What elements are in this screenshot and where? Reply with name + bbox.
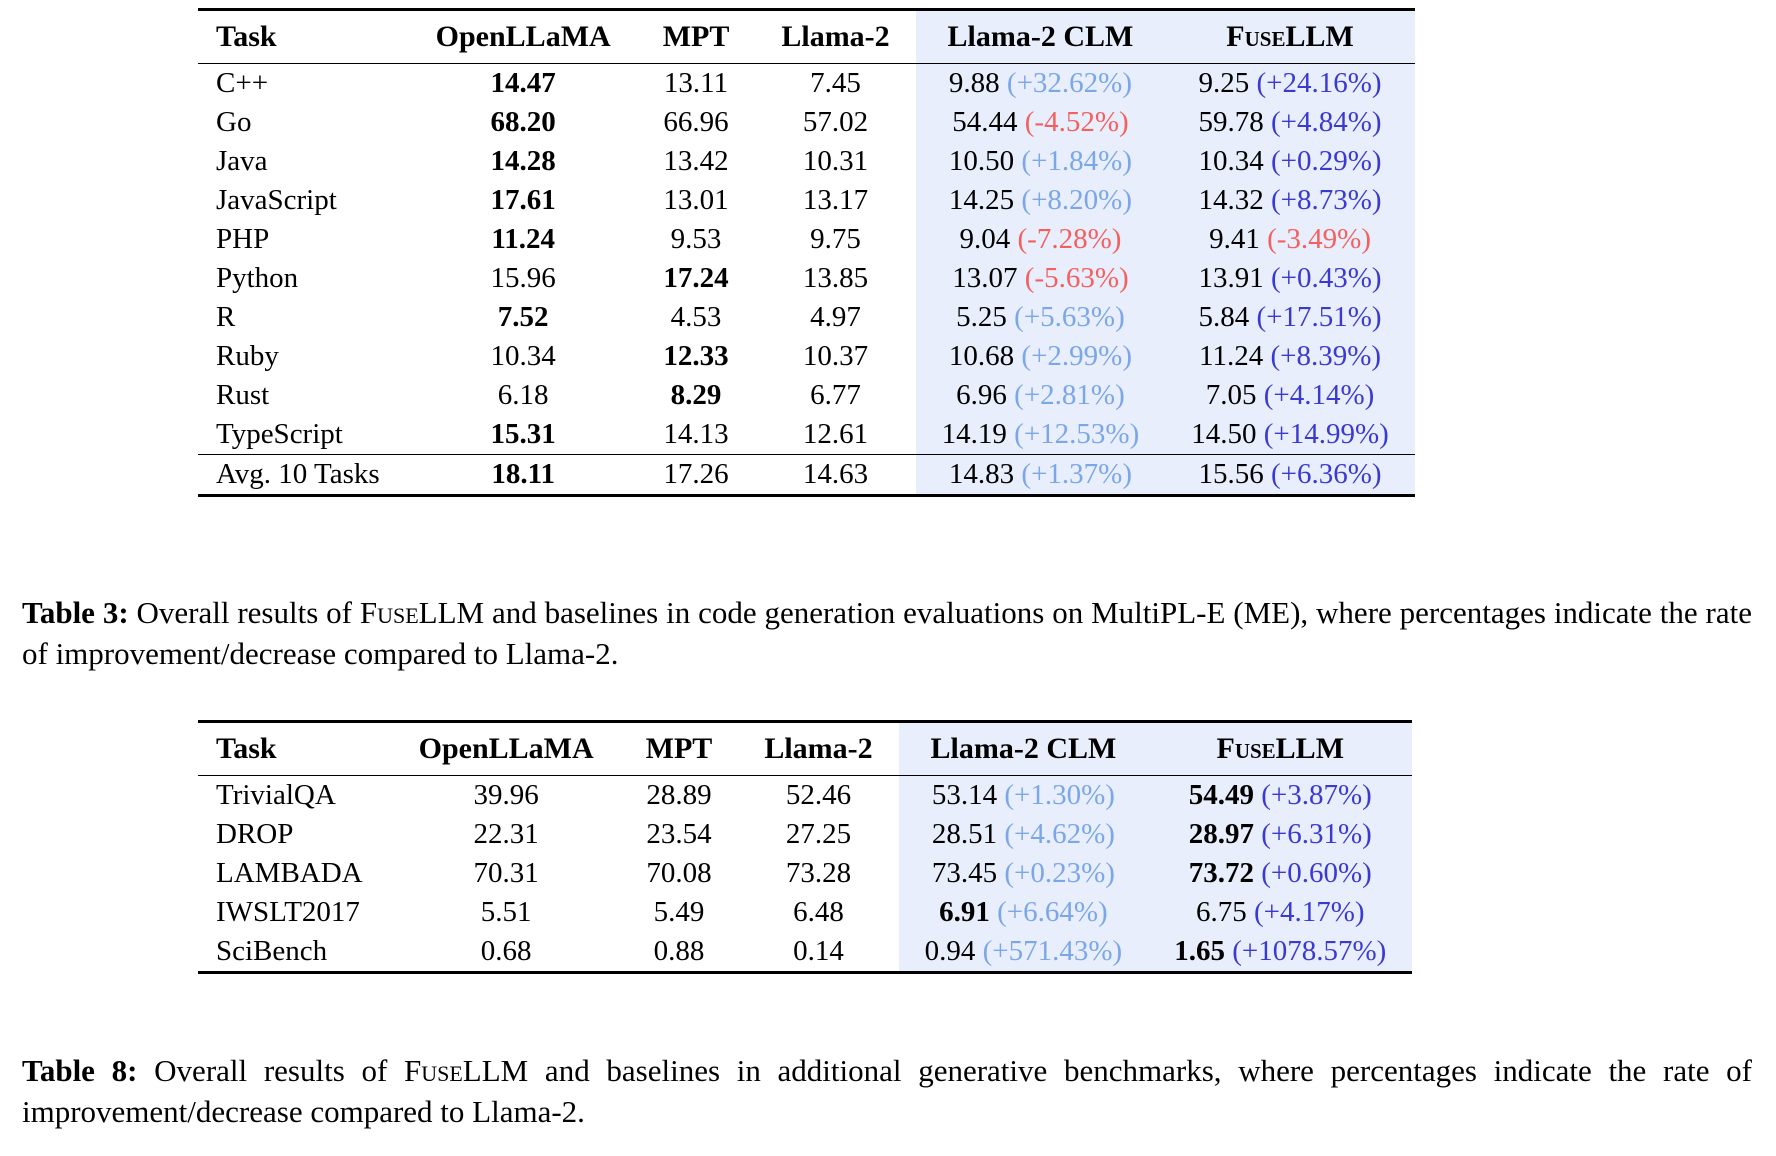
cell-value: 5.84 (1198, 301, 1250, 333)
cell-value: 27.25 (785, 818, 852, 850)
cell-delta: (+14.99%) (1263, 418, 1389, 450)
table-8-block (0, 720, 1776, 974)
cell-value: 15.56 (1198, 458, 1264, 490)
caption-8-smallcaps: FuseLLM (403, 1053, 529, 1088)
table-3-header (198, 10, 1415, 64)
cell-value: 7.52 (497, 301, 549, 333)
cell-value: 7.45 (810, 67, 861, 99)
cell-delta: (+1.37%) (1021, 458, 1132, 490)
cell-value: 13.01 (663, 184, 729, 216)
table-8-body (198, 776, 1412, 973)
cell-delta: (+8.39%) (1270, 340, 1382, 372)
caption-3-number: Table 3: (22, 595, 129, 630)
col-header-llama2-clm: Llama-2 CLM (916, 10, 1166, 64)
cell-value: 15.96 (490, 262, 556, 294)
row-task-label: DROP (216, 818, 294, 850)
cell-value: 13.42 (663, 145, 729, 177)
cell-delta: (+17.51%) (1256, 301, 1382, 333)
cell-value: 28.89 (646, 779, 712, 811)
cell-value: 14.50 (1191, 418, 1257, 450)
cell-value: 9.41 (1209, 223, 1260, 255)
cell-value: 59.78 (1198, 106, 1264, 138)
row-task-label: IWSLT2017 (216, 896, 360, 928)
cell-value: 14.19 (941, 418, 1007, 450)
col-header-llama2: Llama-2 (755, 10, 915, 64)
cell-delta: (+4.17%) (1253, 896, 1365, 928)
cell-value: 28.51 (931, 818, 998, 850)
cell-value: 14.28 (490, 145, 556, 177)
cell-value: 7.05 (1205, 379, 1257, 411)
row-task-label: Rust (216, 379, 270, 411)
cell-value: 10.68 (948, 340, 1015, 372)
table-row (198, 103, 1415, 142)
cell-value: 73.45 (931, 857, 998, 889)
row-task-label: Ruby (216, 340, 279, 372)
table-row (198, 932, 1412, 973)
cell-value: 9.53 (670, 223, 722, 255)
table-row (198, 64, 1415, 104)
cell-value: 13.17 (802, 184, 869, 216)
cell-delta: (+12.53%) (1014, 418, 1140, 450)
cell-value: 54.49 (1188, 779, 1254, 811)
table-row (198, 415, 1415, 455)
cell-value: 53.14 (931, 779, 998, 811)
cell-delta: (+3.87%) (1261, 779, 1372, 811)
cell-delta: (-3.49%) (1267, 223, 1371, 255)
col-header-mpt: MPT (620, 722, 739, 776)
cell-value: 10.31 (802, 145, 869, 177)
table-8-header (198, 722, 1412, 776)
cell-value: 70.31 (473, 857, 539, 889)
cell-delta: (+32.62%) (1006, 67, 1132, 99)
col-header-mpt: MPT (637, 10, 756, 64)
table-3-body (198, 64, 1415, 496)
table-row (198, 455, 1415, 496)
table-3-block (0, 8, 1776, 497)
cell-value: 10.50 (948, 145, 1015, 177)
table-row (198, 220, 1415, 259)
table-row (198, 815, 1412, 854)
cell-value: 13.91 (1198, 262, 1264, 294)
cell-delta: (+24.16%) (1256, 67, 1382, 99)
cell-delta: (+1.30%) (1004, 779, 1115, 811)
row-task-label: Avg. 10 Tasks (198, 455, 410, 496)
cell-value: 17.61 (490, 184, 556, 216)
cell-value: 9.04 (959, 223, 1011, 255)
col-header-fusellm: FuseLLM (1148, 722, 1412, 776)
cell-value: 0.14 (793, 935, 844, 967)
cell-value: 12.61 (802, 418, 869, 450)
cell-value: 6.75 (1195, 896, 1247, 928)
cell-value: 0.88 (653, 935, 705, 967)
table-8-header-row (198, 722, 1412, 776)
row-task-label: PHP (216, 223, 270, 255)
cell-value: 70.08 (646, 857, 712, 889)
row-task-label: TrivialQA (216, 779, 336, 811)
cell-value: 6.91 (939, 896, 990, 928)
cell-delta: (+0.23%) (1004, 857, 1115, 889)
cell-value: 10.34 (490, 340, 556, 372)
cell-value: 39.96 (473, 779, 539, 811)
cell-delta: (-4.52%) (1024, 106, 1129, 138)
cell-value: 14.83 (948, 458, 1015, 490)
caption-8-number: Table 8: (22, 1053, 138, 1088)
table-3-header-row (198, 10, 1415, 64)
cell-value: 9.75 (810, 223, 861, 255)
caption-8-text-a: Overall results of (137, 1053, 404, 1088)
table-8-wrapper (198, 720, 1568, 974)
table-row (198, 376, 1415, 415)
cell-value: 28.97 (1188, 818, 1254, 850)
table-row (198, 259, 1415, 298)
table-row (198, 142, 1415, 181)
cell-delta: (+8.73%) (1271, 184, 1382, 216)
cell-value: 23.54 (646, 818, 712, 850)
cell-value: 14.47 (490, 67, 556, 99)
cell-value: 9.88 (948, 67, 1000, 99)
cell-delta: (+1.84%) (1021, 145, 1132, 177)
row-task-label: Go (216, 106, 252, 138)
cell-value: 13.85 (802, 262, 869, 294)
table-3-caption (22, 592, 1752, 674)
col-header-openllama: OpenLLaMA (410, 10, 637, 64)
cell-delta: (+0.43%) (1271, 262, 1382, 294)
cell-value: 52.46 (785, 779, 852, 811)
cell-value: 11.24 (1199, 340, 1264, 372)
row-task-label: C++ (216, 67, 269, 99)
cell-value: 15.31 (490, 418, 556, 450)
col-header-openllama: OpenLLaMA (393, 722, 620, 776)
cell-value: 6.77 (810, 379, 861, 411)
row-task-label: Java (216, 145, 268, 177)
cell-value: 10.37 (802, 340, 869, 372)
row-task-label: LAMBADA (216, 857, 363, 889)
table-row (198, 776, 1412, 816)
col-header-llama2: Llama-2 (738, 722, 898, 776)
cell-delta: (+2.81%) (1014, 379, 1125, 411)
cell-value: 5.25 (956, 301, 1007, 333)
cell-value: 17.26 (663, 458, 729, 490)
cell-value: 9.25 (1198, 67, 1250, 99)
cell-value: 0.68 (480, 935, 532, 967)
cell-value: 13.11 (663, 67, 729, 99)
cell-delta: (+0.60%) (1261, 857, 1372, 889)
table-3 (198, 8, 1415, 497)
cell-value: 6.18 (497, 379, 549, 411)
cell-delta: (-5.63%) (1024, 262, 1129, 294)
cell-value: 73.28 (785, 857, 852, 889)
cell-value: 11.24 (491, 223, 555, 255)
col-header-llama2-clm: Llama-2 CLM (899, 722, 1149, 776)
cell-delta: (+5.63%) (1014, 301, 1125, 333)
cell-value: 4.53 (670, 301, 722, 333)
table-row (198, 893, 1412, 932)
row-task-label: SciBench (198, 932, 393, 973)
cell-delta: (+0.29%) (1271, 145, 1382, 177)
cell-value: 18.11 (491, 458, 555, 490)
cell-value: 66.96 (663, 106, 729, 138)
table-row (198, 337, 1415, 376)
cell-value: 12.33 (663, 340, 729, 372)
row-task-label: TypeScript (216, 418, 343, 450)
col-header-task: Task (198, 10, 410, 64)
col-header-task: Task (198, 722, 393, 776)
caption-3-text-a: Overall results of (128, 595, 360, 630)
cell-value: 10.34 (1198, 145, 1264, 177)
row-task-label: Python (216, 262, 299, 294)
cell-delta: (+6.31%) (1261, 818, 1372, 850)
cell-value: 6.96 (956, 379, 1007, 411)
cell-delta: (-7.28%) (1017, 223, 1122, 255)
table-8-caption (22, 1050, 1752, 1132)
cell-value: 0.94 (924, 935, 976, 967)
table-3-wrapper (198, 8, 1608, 497)
cell-value: 13.07 (952, 262, 1018, 294)
caption-3-text-b: and baselines in code generation evaluations on MultiPL-E (ME), where percentages indicate the rate of improvement/decrease compared to Llama-2. (22, 595, 1752, 672)
col-header-fusellm: FuseLLM (1165, 10, 1415, 64)
cell-delta: (+8.20%) (1021, 184, 1132, 216)
cell-value: 5.51 (480, 896, 532, 928)
cell-value: 1.65 (1174, 935, 1225, 967)
cell-value: 68.20 (490, 106, 556, 138)
cell-value: 4.97 (810, 301, 861, 333)
cell-value: 22.31 (473, 818, 539, 850)
caption-3-smallcaps: FuseLLM (359, 595, 485, 630)
cell-value: 14.13 (663, 418, 729, 450)
caption-8-text-b: and baselines in additional generative benchmarks, where percentages indicate the rate of improvement/decrease compared to Llama-2. (22, 1053, 1752, 1130)
row-task-label: JavaScript (216, 184, 337, 216)
cell-delta: (+4.84%) (1271, 106, 1382, 138)
cell-delta: (+4.62%) (1004, 818, 1115, 850)
cell-value: 54.44 (952, 106, 1018, 138)
cell-value: 5.49 (653, 896, 705, 928)
table-row (198, 181, 1415, 220)
cell-value: 6.48 (793, 896, 844, 928)
cell-delta: (+571.43%) (982, 935, 1123, 967)
cell-value: 14.63 (802, 458, 869, 490)
table-row (198, 854, 1412, 893)
cell-value: 8.29 (670, 379, 722, 411)
cell-delta: (+4.14%) (1263, 379, 1375, 411)
cell-value: 73.72 (1188, 857, 1254, 889)
cell-value: 57.02 (802, 106, 869, 138)
cell-value: 14.32 (1198, 184, 1264, 216)
cell-delta: (+2.99%) (1021, 340, 1132, 372)
table-8 (198, 720, 1412, 974)
cell-value: 17.24 (663, 262, 729, 294)
row-task-label: R (216, 301, 236, 333)
table-row (198, 298, 1415, 337)
cell-delta: (+6.64%) (997, 896, 1108, 928)
cell-delta: (+1078.57%) (1232, 935, 1387, 967)
cell-value: 14.25 (948, 184, 1015, 216)
cell-delta: (+6.36%) (1271, 458, 1382, 490)
